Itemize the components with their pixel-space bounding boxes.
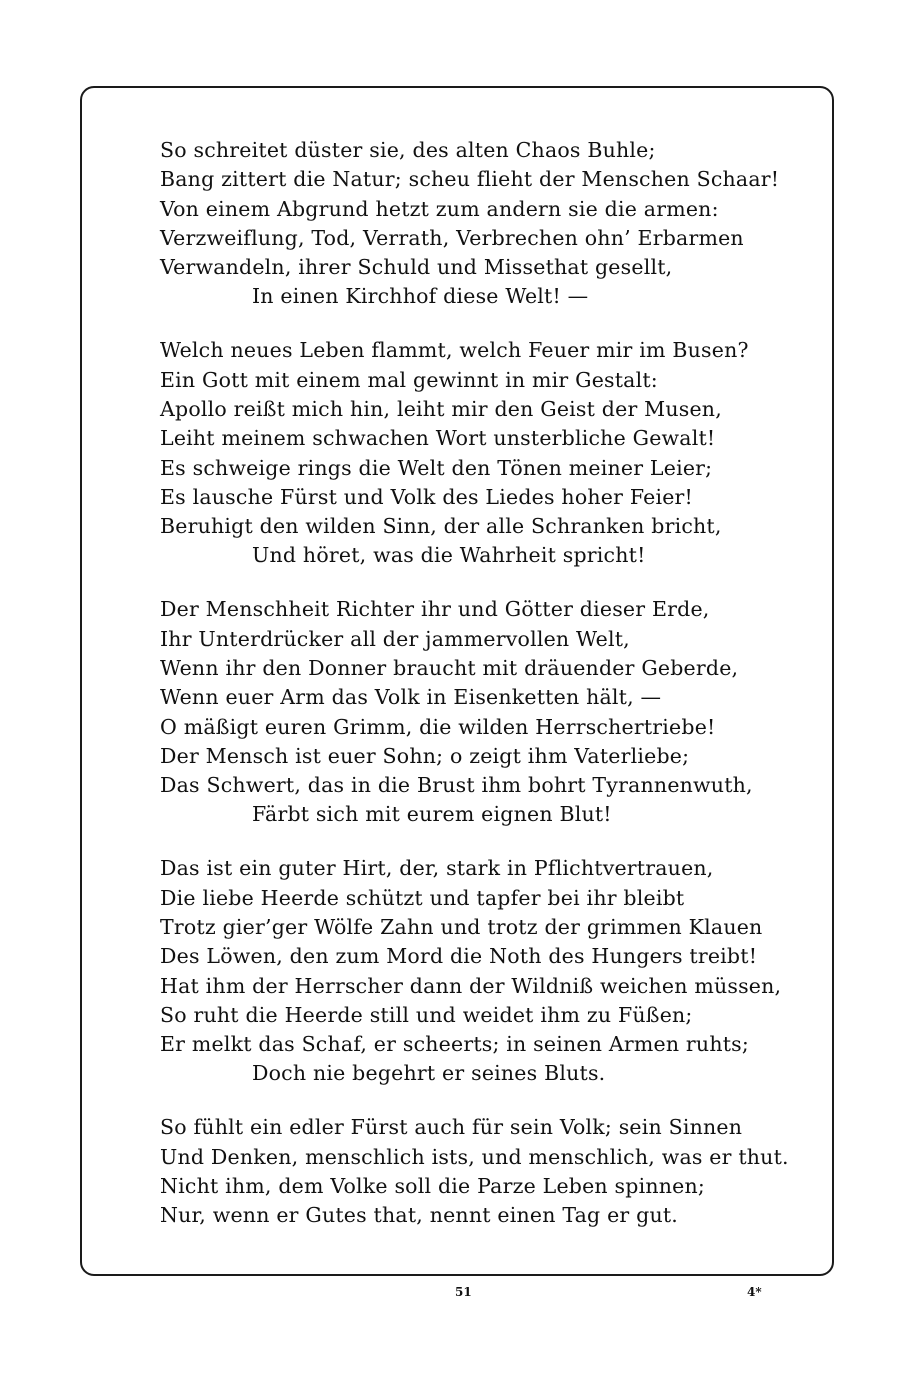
poem-line: Es schweige rings die Welt den Tönen meiner Leier; — [160, 455, 713, 480]
poem-line: Verwandeln, ihrer Schuld und Missethat gesellt, — [160, 255, 673, 280]
poem-line: Wenn euer Arm das Volk in Eisenketten hält, — — [160, 685, 662, 710]
poem-line: So schreitet düster sie, des alten Chaos Buhle; — [160, 138, 656, 162]
signature-mark: 4* — [747, 1285, 762, 1299]
poem-line: Nicht ihm, dem Volke soll die Parze Leben spinnen; — [160, 1173, 705, 1198]
poem-line: Welch neues Leben flammt, welch Feuer mir im Busen? — [160, 338, 749, 363]
poem-line: Verzweiflung, Tod, Verrath, Verbrechen ohn’ Erbarmen — [160, 225, 744, 250]
poem-line: Und Denken, menschlich ists, und menschlich, was er thut. — [160, 1144, 789, 1169]
poem-body — [160, 136, 800, 1255]
poem-line: O mäßigt euren Grimm, die wilden Herrschertriebe! — [160, 714, 716, 739]
poem-line: Apollo reißt mich hin, leiht mir den Geist der Musen, — [160, 396, 722, 421]
poem-line: Trotz gier’ger Wölfe Zahn und trotz der grimmen Klauen — [160, 914, 763, 939]
poem-line: Des Löwen, den zum Mord die Noth des Hungers treibt! — [160, 944, 758, 969]
poem-line: Doch nie begehrt er seines Bluts. — [252, 1061, 606, 1086]
poem-line: In einen Kirchhof diese Welt! — — [252, 284, 589, 309]
poem-line: Die liebe Heerde schützt und tapfer bei ihr bleibt — [160, 885, 685, 910]
poem-line: Das Schwert, das in die Brust ihm bohrt Tyrannenwuth, — [160, 773, 753, 798]
stanza — [160, 136, 800, 312]
poem-line: Wenn ihr den Donner braucht mit dräuender Geberde, — [160, 655, 739, 680]
page-number: 51 — [455, 1285, 472, 1299]
poem-line: Es lausche Fürst und Volk des Liedes hoher Feier! — [160, 484, 693, 509]
poem-line: Hat ihm der Herrscher dann der Wildniß weichen müssen, — [160, 973, 782, 998]
stanza — [160, 854, 800, 1088]
poem-line: Ein Gott mit einem mal gewinnt in mir Gestalt: — [160, 367, 658, 392]
stanza — [160, 595, 800, 829]
poem-line: Der Mensch ist euer Sohn; o zeigt ihm Vaterliebe; — [160, 743, 690, 768]
stanza — [160, 1113, 800, 1230]
poem-line: Der Menschheit Richter ihr und Götter dieser Erde, — [160, 597, 710, 622]
poem-line: So ruht die Heerde still und weidet ihm zu Füßen; — [160, 1002, 693, 1027]
stanza — [160, 336, 800, 570]
poem-line: Beruhigt den wilden Sinn, der alle Schranken bricht, — [160, 514, 722, 539]
poem-line: Leiht meinem schwachen Wort unsterbliche Gewalt! — [160, 426, 716, 451]
poem-line: Er melkt das Schaf, er scheerts; in seinen Armen ruhts; — [160, 1032, 750, 1057]
poem-line: Das ist ein guter Hirt, der, stark in Pflichtvertrauen, — [160, 856, 714, 881]
poem-line: So fühlt ein edler Fürst auch für sein Volk; sein Sinnen — [160, 1115, 743, 1140]
poem-line: Ihr Unterdrücker all der jammervollen Welt, — [160, 626, 630, 651]
poem-line: Und höret, was die Wahrheit spricht! — [252, 543, 646, 568]
poem-line: Bang zittert die Natur; scheu flieht der Menschen Schaar! — [160, 167, 780, 192]
poem-line: Nur, wenn er Gutes that, nennt einen Tag er gut. — [160, 1203, 678, 1228]
poem-line: Färbt sich mit eurem eignen Blut! — [252, 802, 612, 827]
poem-line: Von einem Abgrund hetzt zum andern sie die armen: — [160, 196, 719, 221]
